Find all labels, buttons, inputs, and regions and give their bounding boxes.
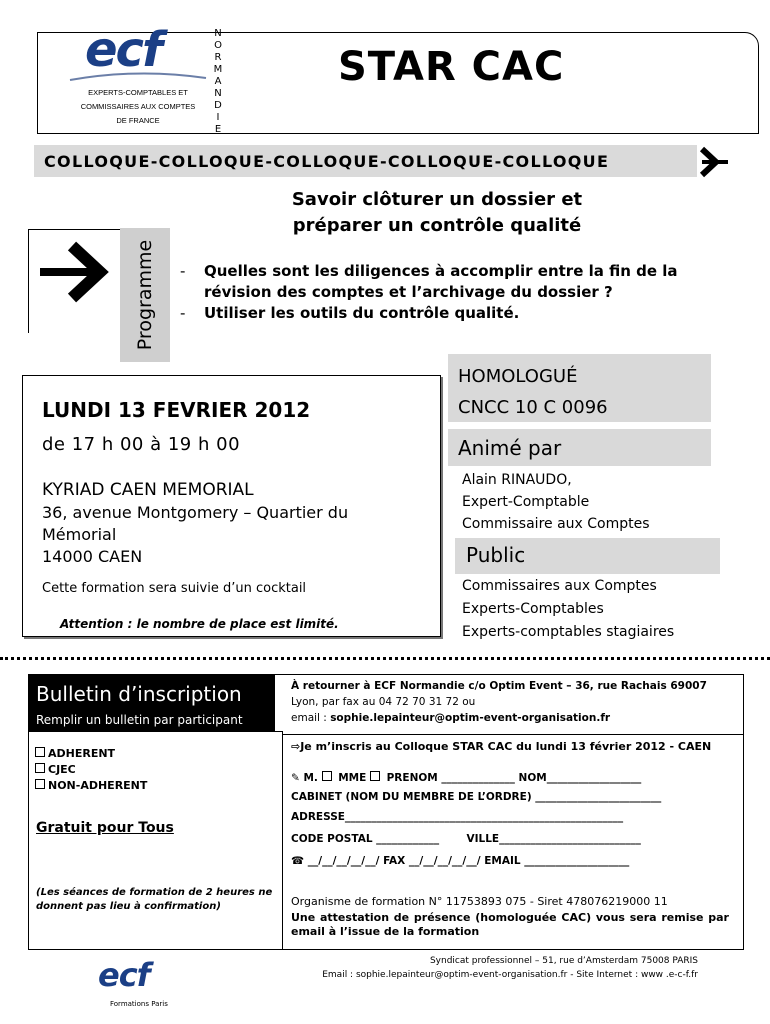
checkbox-icon[interactable] <box>35 763 45 773</box>
logo-vertical-letter: N <box>214 28 222 39</box>
big-arrow-right-icon <box>38 240 114 304</box>
homologue-code: CNCC 10 C 0096 <box>458 397 608 418</box>
subtitle <box>220 187 654 239</box>
cabinet-field[interactable]: CABINET (NOM DU MEMBRE DE L’ORDRE) ________________________ <box>291 791 662 803</box>
public-label: Public <box>466 543 526 567</box>
logo-line-2: COMMISSAIRES AUX COMPTES <box>80 102 196 111</box>
code-postal-field[interactable]: CODE POSTAL ____________ <box>291 833 440 845</box>
subtitle-line-2: préparer un contrôle qualité <box>292 215 582 236</box>
logo-vertical-text <box>212 28 224 136</box>
event-date: LUNDI 13 FEVRIER 2012 <box>42 398 311 422</box>
logo-vertical-letter: R <box>214 52 222 63</box>
checkbox-icon[interactable] <box>35 779 45 789</box>
event-time: de 17 h 00 à 19 h 00 <box>42 434 241 455</box>
checkbox-icon[interactable] <box>370 771 380 781</box>
postal-line <box>291 833 641 845</box>
option-cjec[interactable]: CJEC <box>35 763 76 776</box>
cut-line <box>0 657 770 660</box>
programme-bullets <box>180 261 740 324</box>
free-label: Gratuit pour Tous <box>36 820 174 836</box>
logo-swoosh-icon <box>68 70 208 84</box>
footer-line-2: Email : sophie.lepainteur@optim-event-organisation.fr - Site Internet : www .e-c-f.fr <box>322 970 698 980</box>
pen-icon: ✎ <box>291 772 300 784</box>
session-note: (Les séances de formation de 2 heures ne donnent pas lieu à confirmation) <box>36 887 273 912</box>
public-item: Experts-Comptables <box>462 601 604 617</box>
list-item: - Utiliser les outils du contrôle qualité. <box>180 304 520 322</box>
public-item: Commissaires aux Comptes <box>462 578 657 594</box>
bulletin-subtitle: Remplir un bulletin par participant <box>36 713 243 727</box>
checkbox-icon[interactable] <box>35 747 45 757</box>
anime-label: Animé par <box>458 436 562 460</box>
animator-name: Alain RINAUDO, <box>462 472 572 488</box>
form-divider <box>283 734 743 735</box>
return-line-2: Lyon, par fax au 04 72 70 31 72 ou <box>291 696 476 708</box>
attestation-line: Une attestation de présence (homologuée CAC) vous sera remise par email à l’issue de la formation <box>291 911 729 938</box>
event-cocktail: Cette formation sera suivie d’un cocktail <box>42 581 307 596</box>
event-address-2: Mémorial <box>42 525 117 544</box>
event-address-1: 36, avenue Montgomery – Quartier du <box>42 503 349 522</box>
organisme-line: Organisme de formation N° 11753893 075 - Siret 478076219000 11 <box>291 895 668 908</box>
return-email-line: email : sophie.lepainteur@optim-event-organisation.fr <box>291 712 611 724</box>
event-attention: Attention : le nombre de place est limité. <box>60 617 339 631</box>
subtitle-line-1: Savoir clôturer un dossier et <box>291 189 583 210</box>
footer-logo: ecf <box>98 956 150 994</box>
phone-fax-email-field[interactable]: ☎ __/__/__/__/__/ FAX __/__/__/__/__/ EMAIL ____________________ <box>291 855 630 867</box>
logo-vertical-letter: E <box>214 124 222 135</box>
public-item: Experts-comptables stagiaires <box>462 624 675 640</box>
logo-vertical-letter: N <box>214 88 222 99</box>
logo-line-3: DE FRANCE <box>116 116 160 125</box>
colloque-banner-text: COLLOQUE-COLLOQUE-COLLOQUE-COLLOQUE-COLLOQUE <box>44 152 610 171</box>
footer-logo-sub: Formations Paris <box>110 1000 168 1008</box>
ville-field[interactable]: VILLE___________________________ <box>466 833 641 845</box>
programme-label: Programme <box>134 239 156 351</box>
animator-role-2: Commissaire aux Comptes <box>462 516 650 532</box>
checkbox-icon[interactable] <box>322 771 332 781</box>
event-venue: KYRIAD CAEN MEMORIAL <box>42 480 254 500</box>
logo-vertical-letter: M <box>213 64 223 75</box>
inscription-line: ⇨Je m’inscris au Colloque STAR CAC du lundi 13 février 2012 - CAEN <box>291 740 712 753</box>
nom-field[interactable]: NOM__________________ <box>518 772 642 784</box>
option-adherent[interactable]: ADHERENT <box>35 747 115 760</box>
list-item: - Quelles sont les diligences à accomplir entre la fin de la révision des comptes et l’archivage du dossier ? <box>180 262 678 301</box>
prenom-field[interactable]: PRENOM ______________ <box>386 772 515 784</box>
arrow-right-icon <box>698 145 734 179</box>
adresse-field[interactable]: ADRESSE_____________________________________________________ <box>291 811 624 823</box>
return-line-1: À retourner à ECF Normandie c/o Optim Event – 36, rue Rachais 69007 <box>291 680 707 692</box>
option-non-adherent[interactable]: NON-ADHERENT <box>35 779 147 792</box>
civility-line[interactable]: ✎ M. MME PRENOM ______________ NOM__________________ <box>291 772 642 784</box>
event-city: 14000 CAEN <box>42 547 143 566</box>
footer-line-1: Syndicat professionnel – 51, rue d’Amsterdam 75008 PARIS <box>429 956 698 966</box>
logo-vertical-letter: O <box>214 40 222 51</box>
logo-vertical-letter: A <box>214 76 222 87</box>
ecf-logo: ecf <box>85 22 161 78</box>
logo-line-1: EXPERTS-COMPTABLES ET <box>88 88 188 97</box>
logo-vertical-letter: I <box>216 112 220 123</box>
homologue-label: HOMOLOGUÉ <box>458 366 578 387</box>
logo-vertical-letter: D <box>214 100 222 111</box>
bulletin-title: Bulletin d’inscription <box>36 682 242 706</box>
page-title: STAR CAC <box>338 44 565 90</box>
animator-role-1: Expert-Comptable <box>462 494 590 510</box>
